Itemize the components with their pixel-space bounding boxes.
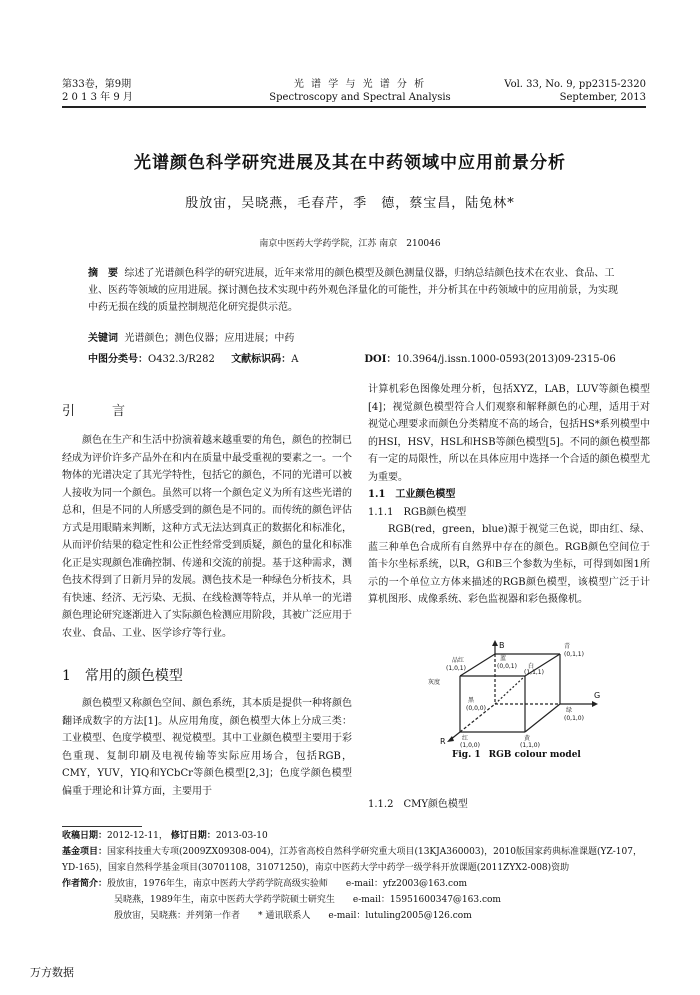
section1-paragraph xyxy=(62,695,352,800)
journal-name-cn: 光 谱 学 与 光 谱 分 析 xyxy=(293,79,427,90)
received-date: 2012-12-11， xyxy=(107,831,168,841)
clc-value: O432.3/R282 xyxy=(148,354,215,365)
axis-r-label: R xyxy=(440,737,446,746)
label-yellow: 黄 xyxy=(524,735,531,742)
footnotes xyxy=(62,828,652,924)
label-blue: 蓝 xyxy=(500,655,507,662)
wanfang-watermark: 万方数据 xyxy=(30,966,74,979)
coord-red: (1,0,0) xyxy=(460,742,480,748)
subheading-1-1-2-wrap xyxy=(368,796,650,814)
label-red: 红 xyxy=(462,735,469,742)
rgb-cube-figure xyxy=(400,640,610,748)
coord-green: (0,1,0) xyxy=(564,715,584,722)
abstract xyxy=(88,265,620,316)
journal-issue-cn xyxy=(62,78,133,104)
axis-b-label: B xyxy=(499,641,505,650)
volume-en: Vol. 33, No. 9, pp2315-2320 xyxy=(504,79,646,90)
classification-line xyxy=(88,350,628,365)
keywords-text: 光谱颜色；测色仪器；应用进展；中药 xyxy=(124,333,295,344)
figure-caption xyxy=(452,750,581,760)
intro-paragraph xyxy=(62,432,352,642)
keywords-label: 关键词 xyxy=(88,333,118,344)
right-para2: RGB(red，green，blue)源于视觉三色说，即由红、绿、蓝三种单色合成所有自然界中存在的颜色。RGB颜色空间位于笛卡尔坐标系统，以R，G和B三个参数为坐标，可得到如图1所示的一个单位立方体来描述的RGB颜色模型，该模型广泛于计算机图形、成像系统、彩色监视器和彩色摄像机。 xyxy=(368,524,650,605)
subheading-1-1: 1.1 工业颜色模型 xyxy=(368,489,456,500)
date-en: September, 2013 xyxy=(559,92,646,103)
journal-name-en: Spectroscopy and Spectral Analysis xyxy=(269,92,451,103)
affiliation: 南京中医药大学药学院，江苏 南京 210046 xyxy=(259,239,441,249)
doi-value: 10.3964/j.issn.1000-0593(2013)09-2315-06 xyxy=(396,354,616,365)
section1-text: 颜色模型又称颜色空间、颜色系统，其本质是提供一种将颜色翻译成数字的方法[1]。从应用角度，颜色模型大体上分成三类：工业模型、色度学模型、视觉模型。其中工业颜色模型主要用于彩色重现、复制印刷及电视传输等实际应用场合，包括RGB，CMY，YUV，YIQ和YCbCr等颜色模型[2,3]；色度学颜色模型偏重于理论和计算方面，主要用于 xyxy=(62,698,352,797)
intro-heading: 引 言 xyxy=(62,404,138,419)
right-column xyxy=(368,381,650,609)
received-label: 收稿日期： xyxy=(62,831,108,841)
bio-label: 作者简介： xyxy=(62,879,108,889)
coord-yellow: (1,1,0) xyxy=(520,742,540,748)
journal-issue-en xyxy=(504,78,646,104)
doi-label: DOI： xyxy=(364,354,397,365)
subheading-1-1-2: 1.1.2 CMY颜色模型 xyxy=(368,799,468,810)
abstract-text: 综述了光谱颜色科学的研究进展，近年来常用的颜色模型及颜色测量仪器，归纳总结颜色技术在农业、食品、工业、医药等领域的应用进展。探讨测色技术实现中药外观色泽量化的可能性，并分析其在中药领域中的应用前景，为实现中药无损在线的质量控制规范化研究提供示范。 xyxy=(88,268,618,313)
right-para1: 计算机彩色图像处理分析，包括XYZ，LAB，LUV等颜色模型[4]；视觉颜色模型符合人们观察和解释颜色的心理，适用于对视觉心理要求而颜色分类精度不高的场合，包括HS*系列模型中的HSI，HSV，HSL和HSB等颜色模型[5]。不同的颜色模型都有一定的局限性，所以在具体应用中选择一个合适的颜色模型尤为重要。 xyxy=(368,384,650,483)
intro-text: 颜色在生产和生活中扮演着越来越重要的角色，颜色的控制已经成为评价许多产品外在和内在质量中最受重视的要素之一。一个物体的光谱决定了其光学特性，包括它的颜色，不同的光谱可以被人接收为同一个颜色。虽然可以将一个颜色定义为所有这些光谱的总和，但是不同的人所感受到的颜色是不同的。而传统的颜色评估方式是用眼睛来判断，这种方式无法达到真正的数据化和标准化，从而评价结果的稳定性和公正性经常受到质疑，颜色的量化和标准化正是实现颜色准确控制、传递和交流的前提。基于这种需求，测色技术得到了日新月异的发展。测色技术是一种绿色分析技术，具有快速、经济、无污染、无损、在线检测等特点，并从单一的光谱颜色理论研究逐渐进入了实际颜色检测应用阶段，其被广泛应用于农业、食品、工业、医学诊疗等行业。 xyxy=(62,435,352,639)
section1-heading: 1 常用的颜色模型 xyxy=(62,668,183,684)
coord-magenta: (1,0,1) xyxy=(446,665,466,672)
label-black: 黑 xyxy=(468,697,475,704)
figure-title: RGB colour model xyxy=(488,750,581,760)
clc-label: 中图分类号： xyxy=(88,354,148,365)
keywords xyxy=(88,331,620,347)
coord-white: (1,1,1) xyxy=(524,669,544,676)
dates-line xyxy=(62,828,652,844)
paper-authors: 殷放宙，吴晓燕，毛春芹，季 德，蔡宝昌，陆兔林* xyxy=(185,196,515,211)
date-cn: 2 0 1 3 年 9 月 xyxy=(62,92,133,103)
doc-code-label: 文献标识码： xyxy=(231,354,292,365)
paper-title: 光谱颜色科学研究进展及其在中药领域中应用前景分析 xyxy=(134,153,566,173)
coord-cyan: (0,1,1) xyxy=(564,651,584,658)
header-rule xyxy=(62,106,646,108)
doc-code-value: A xyxy=(291,354,299,365)
fund-text: 国家科技重大专项(2009ZX09308-004)，江苏省高校自然科学研究重大项目(13KJA360003)，2010版国家药典标准课题(YZ-107，YD-165)，国家自然科学基金项目(30701108，31071250)，南京中医药大学中药学一级学科开放课题(2011ZYX2-008)资助 xyxy=(62,847,642,873)
fund-label: 基金项目： xyxy=(62,847,108,857)
label-magenta: 品红 xyxy=(452,657,465,664)
subheading-1-1-1: 1.1.1 RGB颜色模型 xyxy=(368,506,467,518)
axis-g-label: G xyxy=(594,691,601,700)
label-green: 绿 xyxy=(566,707,573,714)
abstract-label: 摘 要 xyxy=(88,268,118,279)
journal-name xyxy=(240,78,480,104)
bio-line-1 xyxy=(62,876,652,892)
label-cyan: 青 xyxy=(564,643,571,650)
revised-date: 2013-03-10 xyxy=(215,831,268,841)
coord-blue: (0,0,1) xyxy=(497,663,517,670)
label-gray: 灰度 xyxy=(428,679,441,686)
bio-line-3: 殷放宙，吴晓燕：并列第一作者 * 通讯联系人 e-mail：lutuling2005@126.com xyxy=(114,911,472,921)
coord-black: (0,0,0) xyxy=(466,705,486,712)
volume-cn: 第33卷，第9期 xyxy=(62,79,132,90)
footnote-rule xyxy=(62,826,142,827)
bio-text-1: 殷放宙，1976年生，南京中医药大学药学院高级实验师 e-mail：yfz2003@163.com xyxy=(107,879,468,889)
revised-label: 修订日期： xyxy=(170,831,216,841)
bio-line-2: 吴晓燕，1989年生，南京中医药大学药学院硕士研究生 e-mail：15951600347@163.com xyxy=(114,895,501,905)
figure-number: Fig. 1 xyxy=(452,750,481,760)
fund-line xyxy=(62,844,652,876)
label-white: 白 xyxy=(528,663,535,670)
